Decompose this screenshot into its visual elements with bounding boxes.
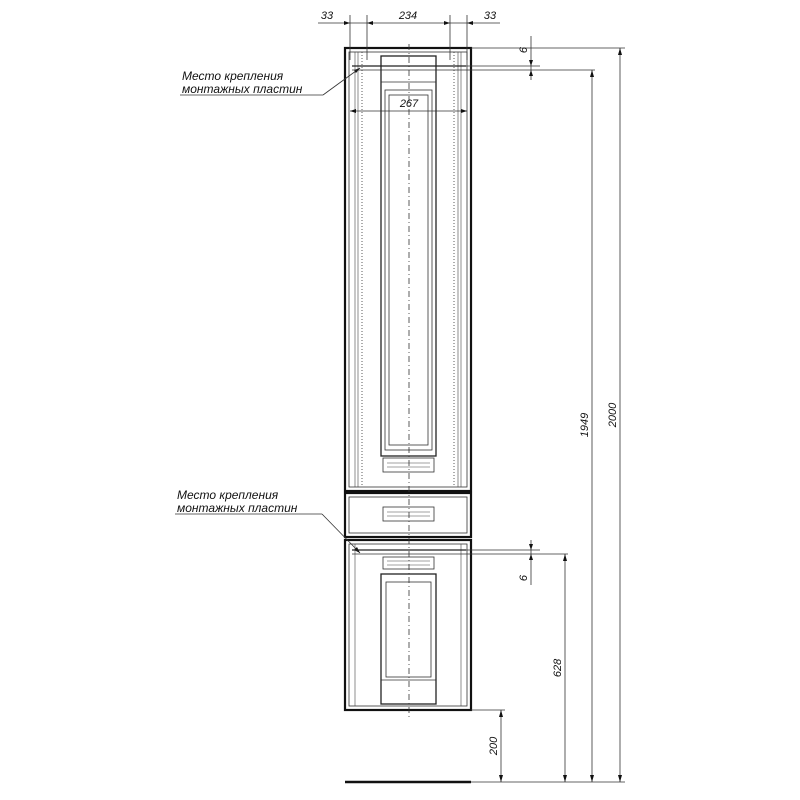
middle-drawer — [383, 507, 434, 521]
dim-lower-height: 628 — [552, 658, 564, 678]
cabinet-outline — [345, 48, 471, 710]
mount-bottom-label-line2: монтажных пластин — [177, 501, 298, 515]
dim-total-height: 2000 — [607, 402, 619, 428]
dim-top-offset: 6 — [518, 46, 530, 54]
dim-bottom-offset: 6 — [518, 574, 530, 582]
upper-handle — [383, 458, 434, 472]
mount-top-label-line2: монтажных пластин — [182, 82, 303, 96]
mount-strip-lines — [352, 66, 595, 554]
mount-top-label-line1: Место крепления — [182, 69, 284, 83]
upper-door — [381, 56, 436, 456]
dim-mount-height: 1949 — [579, 412, 591, 438]
top-offset-dimension — [529, 36, 533, 80]
dim-floor-gap: 200 — [488, 736, 500, 756]
dim-side-right: 33 — [483, 10, 497, 22]
dim-inner-width: 267 — [399, 98, 419, 110]
mount-bottom-leader — [175, 514, 360, 553]
dim-center-width: 234 — [398, 10, 418, 22]
lower-door — [381, 557, 436, 704]
mount-bottom-label-line1: Место крепления — [177, 488, 279, 502]
side-panel-lines — [355, 52, 461, 706]
dim-side-left: 33 — [320, 10, 334, 22]
